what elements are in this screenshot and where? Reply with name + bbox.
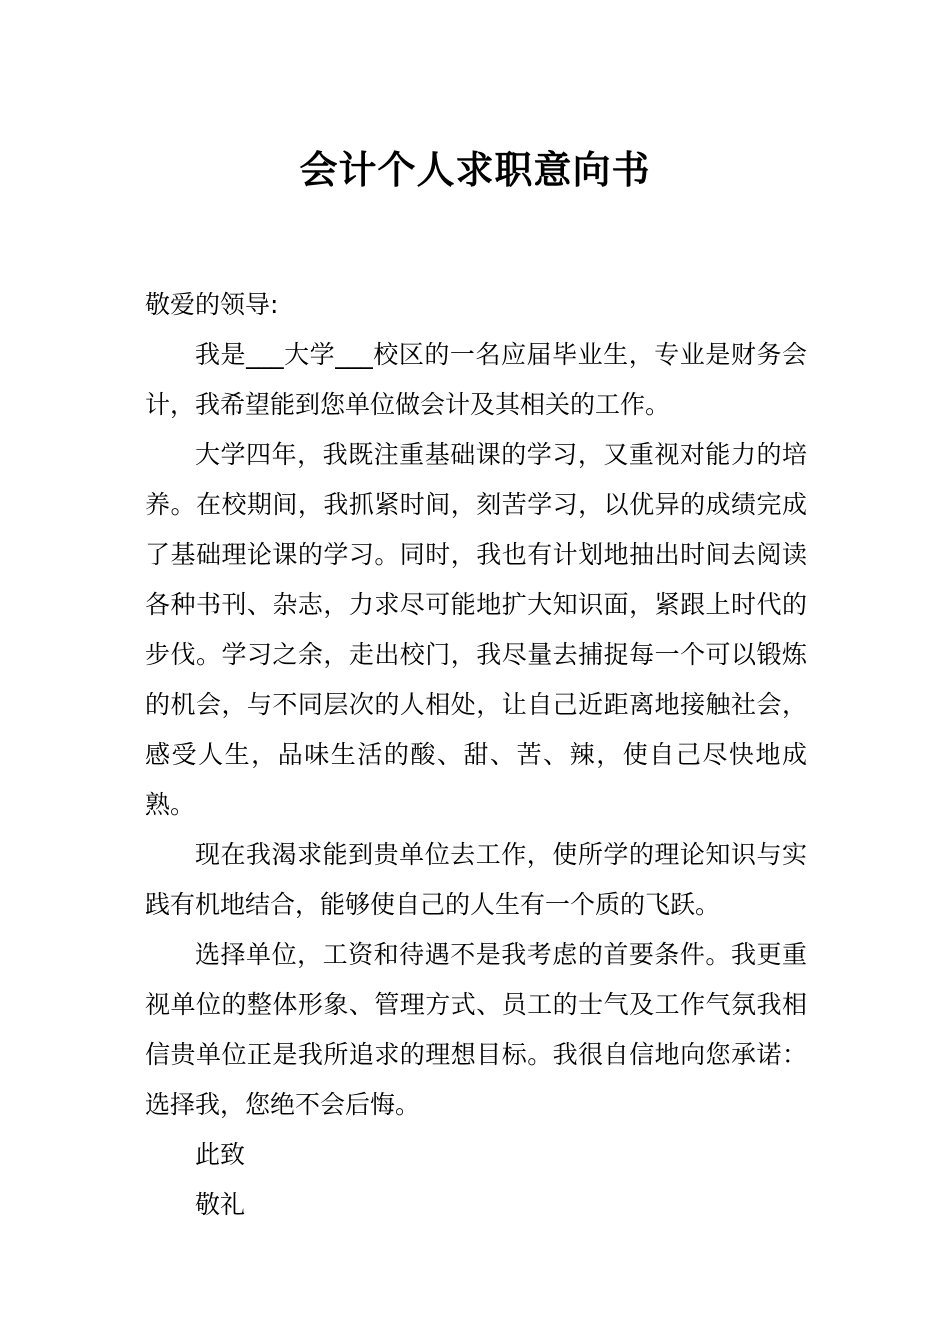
paragraph-intro: 我是___大学___校区的一名应届毕业生，专业是财务会计，我希望能到您单位做会计及其相关的工作。 xyxy=(145,340,807,419)
salutation: 敬爱的领导: xyxy=(145,290,279,319)
closing-jingli: 敬礼 xyxy=(195,1190,246,1219)
paragraph-commitment: 选择单位，工资和待遇不是我考虑的首要条件。我更重视单位的整体形象、管理方式、员工的士气及工作气氛我相信贵单位正是我所追求的理想目标。我很自信地向您承诺：选择我，您绝不会后悔。 xyxy=(145,940,807,1119)
paragraph-aspiration: 现在我渴求能到贵单位去工作，使所学的理论知识与实践有机地结合，能够使自己的人生有一个质的飞跃。 xyxy=(145,840,807,919)
closing-cizhi: 此致 xyxy=(195,1140,246,1169)
document-body xyxy=(145,280,807,1230)
document-title: 会计个人求职意向书 xyxy=(299,147,651,192)
paragraph-study: 大学四年，我既注重基础课的学习，又重视对能力的培养。在校期间，我抓紧时间，刻苦学习，以优异的成绩完成了基础理论课的学习。同时，我也有计划地抽出时间去阅读各种书刊、杂志，力求尽可能地扩大知识面，紧跟上时代的步伐。学习之余，走出校门，我尽量去捕捉每一个可以锻炼的机会，与不同层次的人相处，让自己近距离地接触社会，感受人生，品味生活的酸、甜、苦、辣，使自己尽快地成熟。 xyxy=(145,440,807,819)
